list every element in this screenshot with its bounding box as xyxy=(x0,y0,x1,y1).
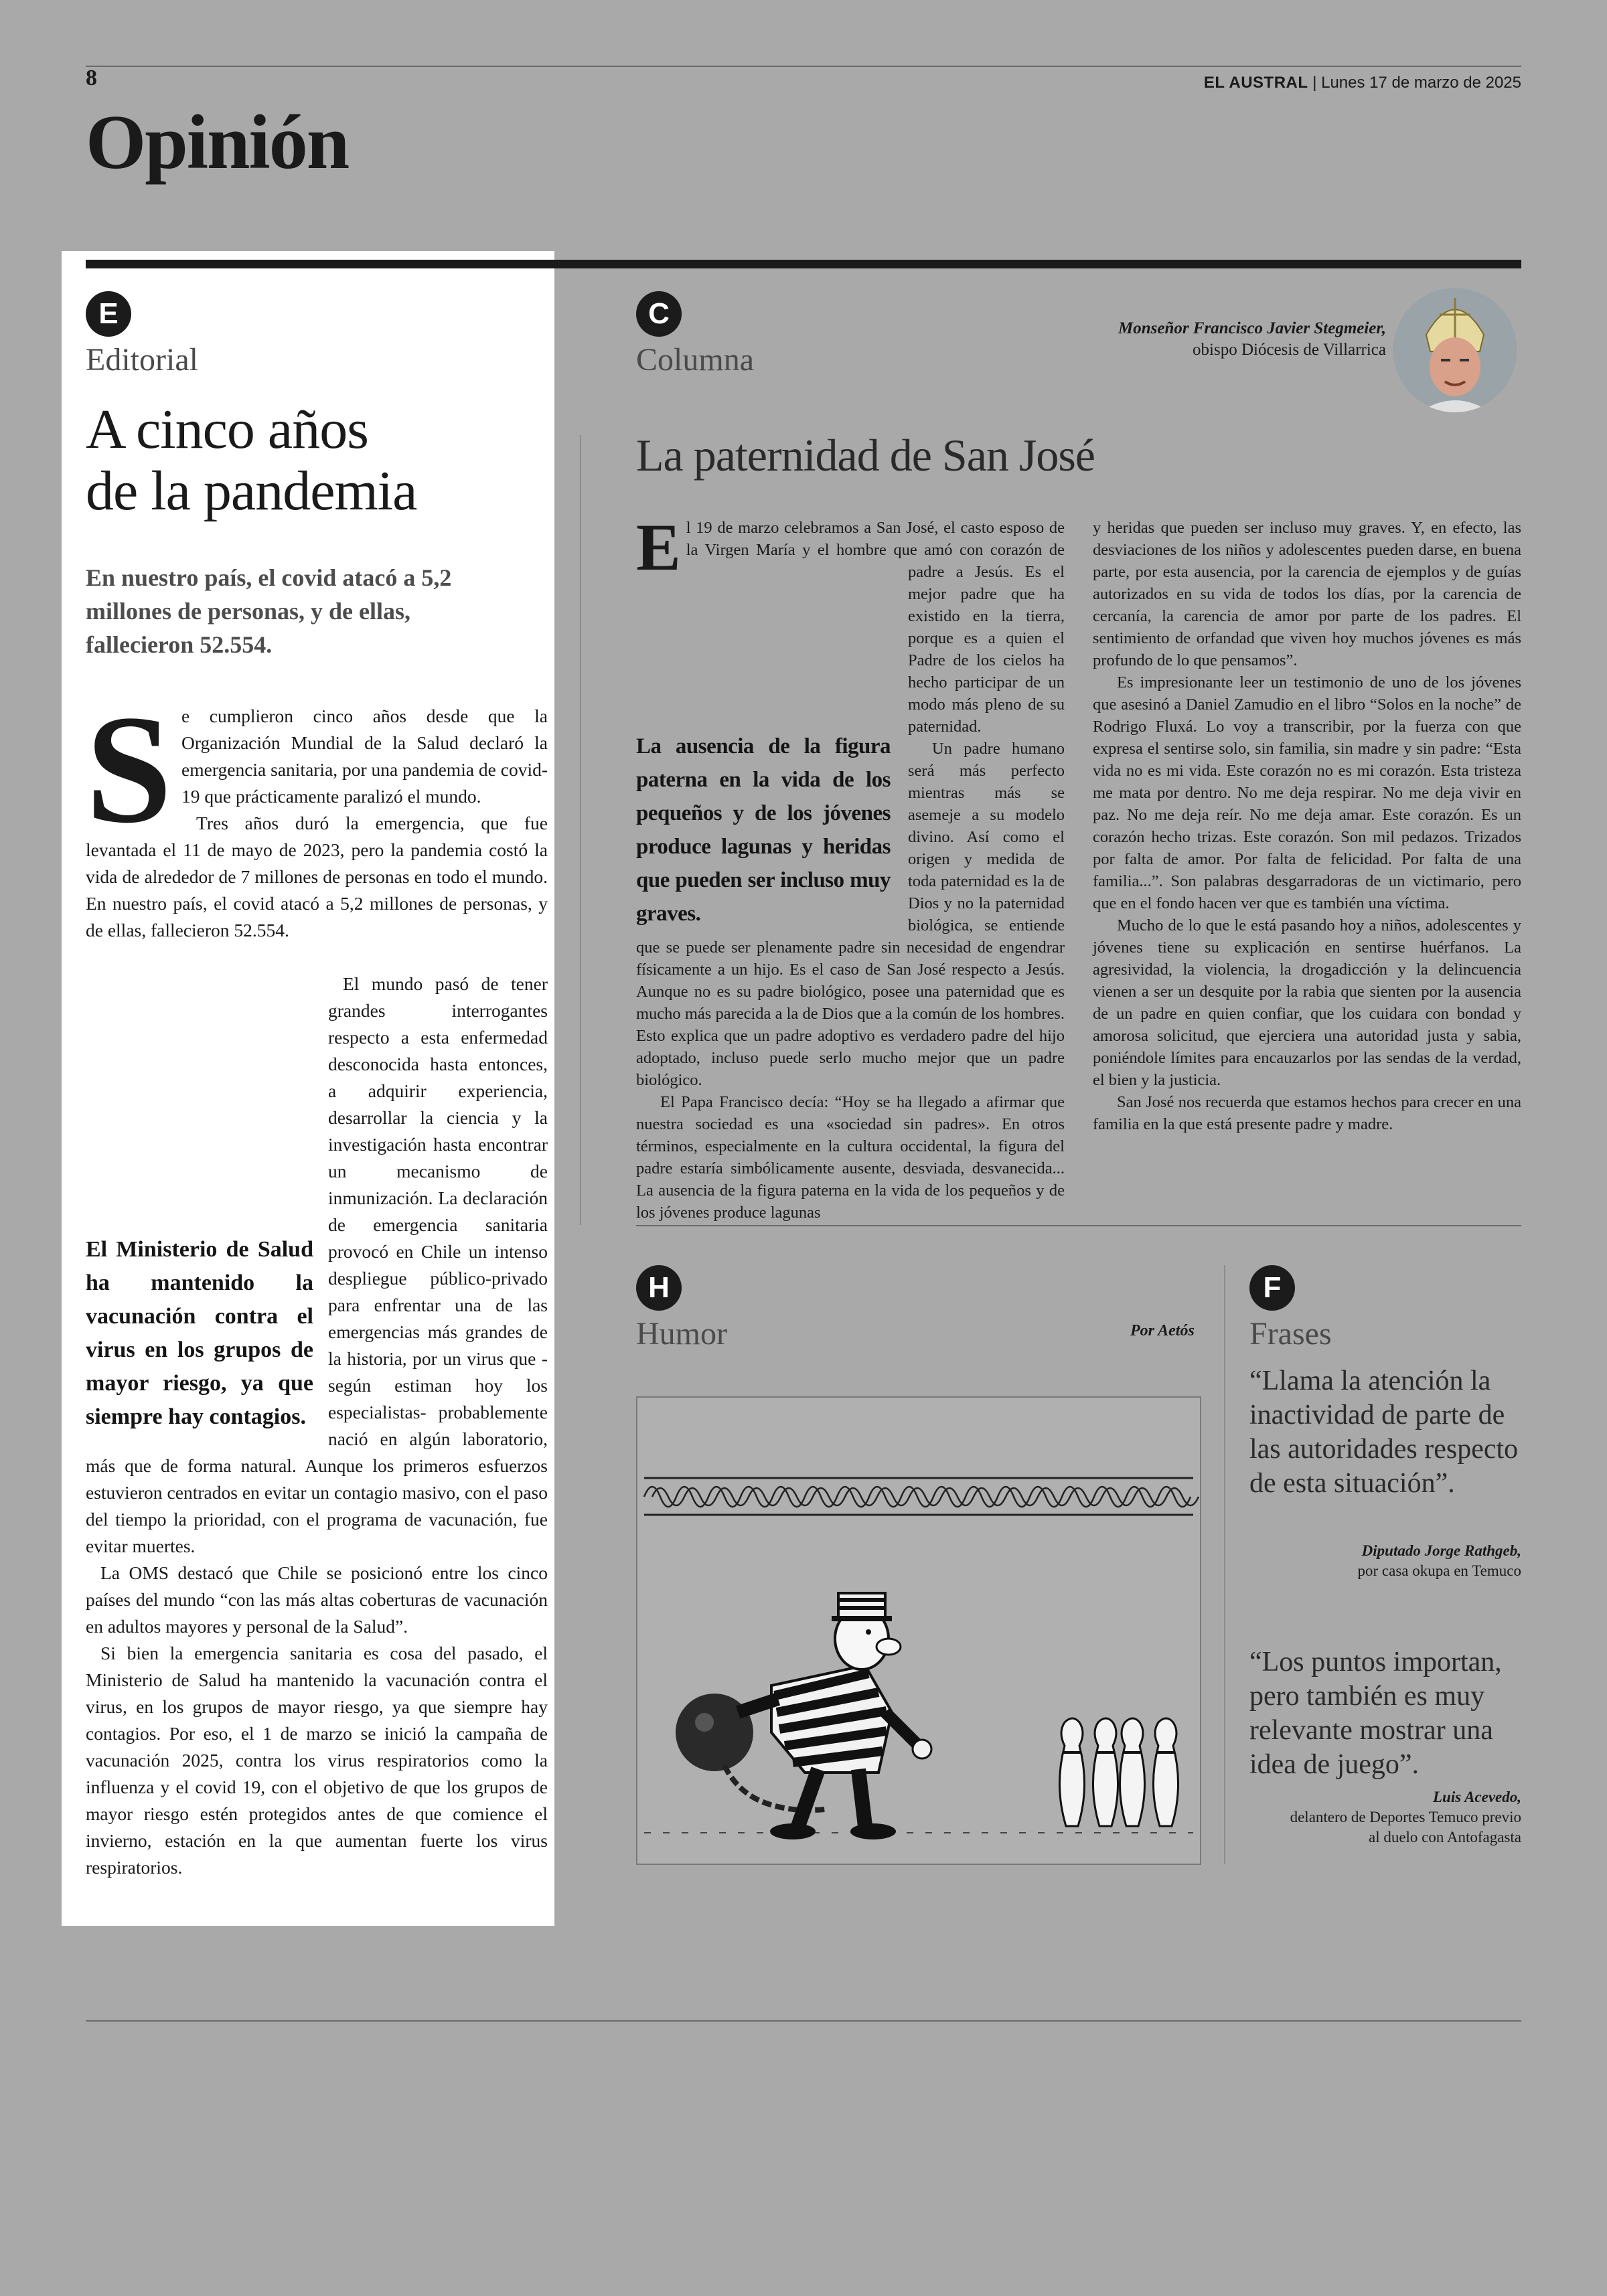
frases-attribution-2 xyxy=(1290,1787,1521,1848)
humor-kicker: Humor xyxy=(636,1316,727,1351)
editorial-kicker: Editorial xyxy=(86,342,198,378)
frases-q1-role: por casa okupa en Temuco xyxy=(1357,1562,1521,1579)
cartoon-prisoner-bowling-icon xyxy=(637,1398,1200,1864)
editorial-pullquote: El Ministerio de Salud ha mantenido la vacunación contra el virus en los grupos de mayor riesgo, ya que siempre hay contagios. xyxy=(86,1237,313,1429)
columna-headline: La paternidad de San José xyxy=(636,430,1095,481)
editorial-headline-line2: de la pandemia xyxy=(86,460,417,522)
columna-divider xyxy=(580,435,581,1225)
columna-kicker: Columna xyxy=(636,342,754,378)
editorial-headline-line1: A cinco años xyxy=(86,398,368,461)
editorial-lead: En nuestro país, el covid atacó a 5,2 millones de personas, y de ellas, fallecieron 52.554. xyxy=(86,564,452,658)
author-byline xyxy=(1118,318,1386,361)
editorial-paragraph-4: La OMS destacó que Chile se posicionó entre los cinco países del mundo “con las más altas coberturas de vacunación en adultos mayores y personal de la Salud”. xyxy=(86,1562,548,1637)
editorial-paragraph-3: El mundo pasó de tener grandes interrogantes respecto a esta enfermedad desconocida hasta entonces, a adquirir experiencia, desarrollar la ciencia y la investigación hasta encontrar un mecanismo de inmunización. La declaración de emergencia sanitaria provocó en Chile un intenso despliegue público-privado para enfrentar una de las emergencias más grandes de la historia, por un virus que -según estiman hoy los especialistas- probablemente nació en algún laboratorio, más que de forma natural. Aunque los primeros esfuerzos estuvieron centrados en evitar un contagio masivo, con el paso del tiempo la prioridad, con el programa de vacunación, fue evitar muertes. xyxy=(86,973,548,1556)
editorial-paragraph-1: e cumplieron cinco años desde que la Organización Mundial de la Salud declaró la emergencia sanitaria, por una pandemia de covid-19 que prácticamente paralizó el mundo. xyxy=(181,706,548,807)
columna-dropcap: E xyxy=(636,510,681,584)
columna-paragraph-2: Un padre humano será más perfecto mientras más se asemeje a su modelo divino. Así como el origen y medida de toda paternidad es la de Dios y no la paternidad biológica, se entiende que se puede ser plenamente padre sin necesidad de engendrar físicamente a un hijo. Es el caso de San José respecto a Jesús. Aunque no es su padre biológico, posee una paternidad que es mucho más parecida a la de Dios que a la común de los hombres. Esto explica que un padre adoptivo es verdadero padre del hijo adoptado, incluso puede serlo mucho mejor que un padre biológico. xyxy=(636,740,1065,1089)
publication-date: Lunes 17 de marzo de 2025 xyxy=(1321,74,1521,92)
author-role: obispo Diócesis de Villarrica xyxy=(1193,341,1386,359)
section-rule xyxy=(86,260,1521,268)
humor-cartoon xyxy=(636,1396,1201,1865)
frases-kicker: Frases xyxy=(1249,1316,1332,1351)
top-rule xyxy=(86,66,1521,67)
columna-bottom-rule xyxy=(636,1225,1521,1226)
columna-paragraph-6: Mucho de lo que le está pasando hoy a niños, adolescentes y jóvenes tiene su explicación en sentirse huérfanos. La agresividad, la violencia, la drogadicción y la delincuencia vienen a ser un desquite por la rabia que sienten por la ausencia de un padre en quien confiar, que los cuidara con bondad y amorosa solicitud, que ejerciera una autoridad justa y sabia, poniéndole límites para encauzarlos por las sendas de la verdad, el bien y la justicia. xyxy=(1093,916,1521,1089)
editorial-dropcap: S xyxy=(86,683,173,855)
author-avatar xyxy=(1393,288,1517,412)
frases-badge: F xyxy=(1249,1265,1295,1311)
bottom-rule xyxy=(86,2020,1521,2022)
columna-paragraph-5: Es impresionante leer un testimonio de uno de los jóvenes que asesinó a Daniel Zamudio en el libro “Solos en la noche” de Rodrigo Fluxá. Lo voy a transcribir, por la fuerza con que expresa el sentirse solo, sin familia, sin madre y sin padre: “Esta vida no es mi vida. Este corazón no es mi corazón. Esta tristeza me mata por dentro. No me deja respirar. No me deja vivir en paz. No me deja reír. No me deja amar. Este corazón. Es un corazón hecho trizas. Este corazón. Son mil pedazos. Trizados por falta de amor. Por falta de felicidad. Por falta de una familia...”. Son palabras desgarradoras de un victimario, pero que en el fondo hacen ver que es también una víctima. xyxy=(1093,673,1521,912)
page-number: 8 xyxy=(86,66,97,90)
frases-quote-2: “Los puntos importan, pero también es muy relevante mostrar una idea de juego”. xyxy=(1249,1647,1502,1780)
columna-column-1 xyxy=(636,510,1065,1224)
editorial-body-mid xyxy=(86,971,548,1881)
columna-paragraph-4: y heridas que pueden ser incluso muy graves. Y, en efecto, las desviaciones de los niños y adolescentes pueden darse, en buena parte, por esta ausencia, por la carencia de ejemplos y de guías autorizados en su vida de todos los días, por la carencia de cercanía, la carencia de amor por parte de los padres. El sentimiento de orfandad que viven hoy muchos jóvenes es más profundo de lo que pensamos”. xyxy=(1093,519,1521,669)
publication-name: EL AUSTRAL xyxy=(1203,74,1308,92)
columna-pullquote: La ausencia de la figura paterna en la vida de los pequeños y de los jóvenes produce lagunas y heridas que pueden ser incluso muy graves. xyxy=(636,734,891,926)
editorial-paragraph-5: Si bien la emergencia sanitaria es cosa del pasado, el Ministerio de Salud ha mantenido la vacunación contra el virus, en los grupos de mayor riesgo, ya que siempre hay contagios. Por eso, el 1 de marzo se inició la campaña de vacunación 2025, contra los virus respiratorios como la influenza y el covid 19, con el objetivo de que los grupos de mayor riesgo estén protegidos antes de que comience el invierno, estación en la que aumentan fuerte los virus respiratorios. xyxy=(86,1643,548,1878)
humor-badge: H xyxy=(636,1265,682,1311)
section-title: Opinión xyxy=(86,100,349,185)
columna-column-2 xyxy=(1093,517,1521,1135)
editorial-body-top xyxy=(86,683,548,944)
masthead-separator: | xyxy=(1312,74,1322,92)
author-name: Monseñor Francisco Javier Stegmeier, xyxy=(1118,319,1386,337)
editorial-paragraph-2: Tres años duró la emergencia, que fue levantada el 11 de mayo de 2023, pero la pandemia costó la vida de alrededor de 7 millones de personas en todo el mundo. En nuestro país, el covid atacó a 5,2 millones de personas, y de ellas, fallecieron 52.554. xyxy=(86,813,548,940)
author-portrait-icon xyxy=(1393,288,1517,412)
frases-q1-name: Diputado Jorge Rathgeb, xyxy=(1361,1542,1521,1559)
editorial-badge: E xyxy=(86,291,131,337)
frases-quote-1: “Llama la atención la inactividad de parte de las autoridades respecto de esta situación”. xyxy=(1249,1366,1519,1499)
frases-q2-name: Luis Acevedo, xyxy=(1432,1789,1521,1805)
masthead xyxy=(1204,74,1521,92)
columna-badge: C xyxy=(636,291,682,337)
editorial-headline xyxy=(86,399,416,522)
columna-paragraph-1: l 19 de marzo celebramos a San José, el casto esposo de la Virgen María y el hombre que amó con corazón de padre a Jesús. Es el mejor padre que ha existido en la tierra, porque es a quien el Padre de los cielos ha hecho participar de un modo más pleno de su paternidad. xyxy=(686,519,1065,736)
frases-attribution-1 xyxy=(1358,1541,1522,1581)
columna-paragraph-7: San José nos recuerda que estamos hechos para crecer en una familia en la que está presente padre y madre. xyxy=(1093,1093,1521,1133)
humor-frases-divider xyxy=(1224,1265,1225,1864)
humor-byline: Por Aetós xyxy=(1130,1322,1195,1339)
columna-paragraph-3: El Papa Francisco decía: “Hoy se ha llegado a afirmar que nuestra sociedad es una «sociedad sin padres». En otros términos, especialmente en la cultura occidental, la figura del padre estaría simbólicamente ausente, desviada, desvanecida... La ausencia de la figura paterna en la vida de los pequeños y de los jóvenes produce lagunas xyxy=(636,1093,1065,1222)
frases-q2-role-2: al duelo con Antofagasta xyxy=(1368,1829,1521,1846)
frases-q2-role-1: delantero de Deportes Temuco previo xyxy=(1290,1809,1521,1825)
